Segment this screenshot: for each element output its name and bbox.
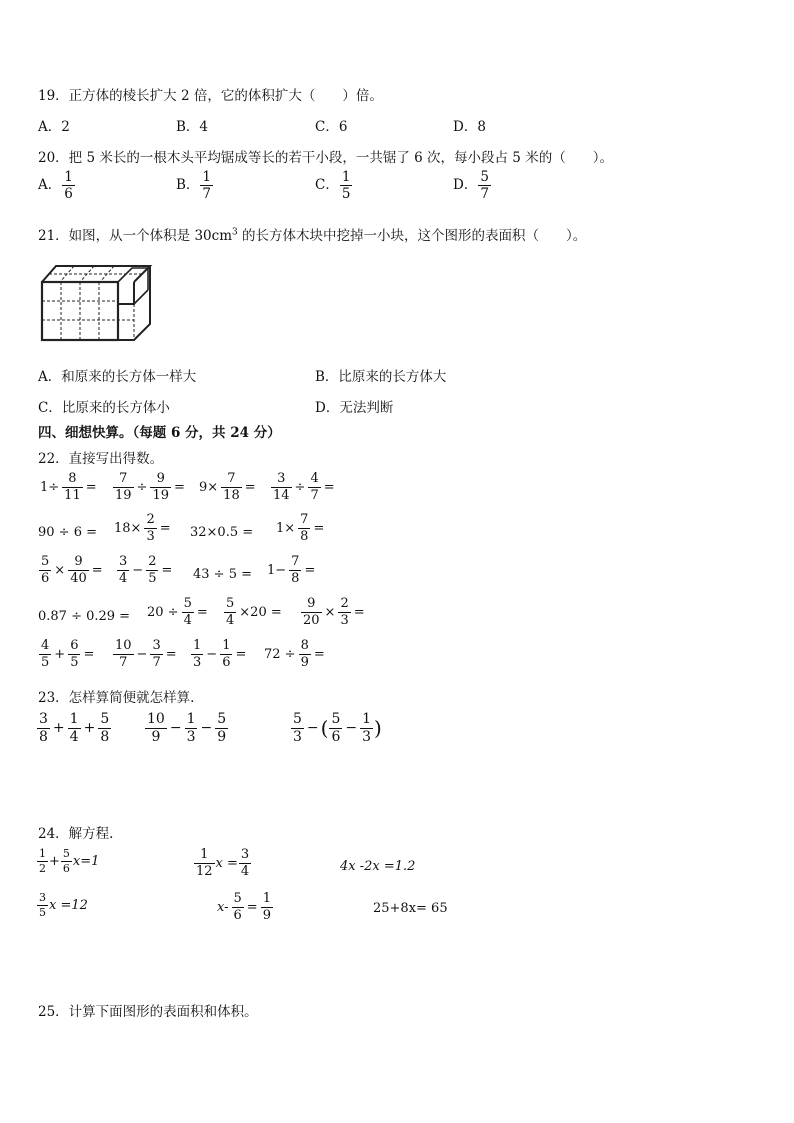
q22-stem: 22．直接写出得数。 — [38, 451, 164, 467]
q22-item: $\frac{7}{19}$ ÷ $\frac{9}{19}$ = — [115, 471, 185, 503]
q25-stem: 25．计算下面图形的表面积和体积。 — [38, 1004, 258, 1020]
q22-item: 1− $\frac{7}{8}$ = — [267, 554, 316, 586]
q20-option-c: C． $\frac{1}{5}$ — [315, 169, 351, 203]
q19-option-d: D．8 — [453, 119, 486, 135]
q19-option-a: A．2 — [38, 119, 70, 135]
q24-equation-3: 4x -2x =1.2 — [340, 859, 416, 874]
q22-item: $\frac{4}{5}$ + $\frac{6}{5}$ = — [41, 638, 95, 670]
q22-item: 90 ÷ 6 = — [38, 525, 97, 540]
fraction: $\frac{1}{7}$ — [202, 169, 212, 203]
q20-option-d: D． $\frac{5}{7}$ — [453, 169, 489, 203]
q22-item: $\frac{1}{3}$ − $\frac{1}{6}$ = — [193, 638, 247, 670]
q21-option-d: D．无法判断 — [315, 400, 394, 416]
fraction: $\frac{5}{7}$ — [480, 169, 489, 203]
q20-option-b: B． $\frac{1}{7}$ — [176, 169, 212, 203]
q22-item: $\frac{3}{14}$ ÷ $\frac{4}{7}$ = — [273, 471, 335, 503]
q20-stem: 20．把 5 米长的一根木头平均锯成等长的若干小段，一共锯了 6 次，每小段占 5 米的（ ）。 — [38, 150, 613, 166]
q22-item: $\frac{10}{7}$ − $\frac{3}{7}$ = — [115, 638, 177, 670]
q24-stem: 24．解方程. — [38, 826, 114, 842]
q22-item: 72 ÷ $\frac{8}{9}$ = — [264, 638, 325, 670]
q23-expression-2: $\frac{10}{9}$ − $\frac{1}{3}$ − $\frac{5}{9}$ — [147, 711, 227, 745]
q22-item: $\frac{9}{20}$ × $\frac{2}{3}$ = — [303, 596, 365, 628]
q22-item: 18× $\frac{2}{3}$ = — [114, 512, 171, 544]
cuboid-with-notch-figure — [38, 258, 154, 344]
q21-option-a: A．和原来的长方体一样大 — [38, 369, 197, 385]
q21-option-c: C．比原来的长方体小 — [38, 400, 170, 416]
section-title: 四、细想快算。（每题 6 分，共 24 分） — [38, 425, 281, 441]
q22-item: $\frac{3}{4}$ − $\frac{2}{5}$ = — [119, 554, 173, 586]
q20-option-a: A． $\frac{1}{6}$ — [38, 169, 73, 203]
q22-item: 1÷ $\frac{8}{11}$ = — [40, 471, 97, 503]
q24-equation-5: x- $\frac{5}{6}$ = $\frac{1}{9}$ — [217, 891, 271, 923]
q22-item: 0.87 ÷ 0.29 = — [38, 609, 131, 624]
q22-item: 32×0.5 = — [190, 525, 254, 540]
q19-stem: 19．正方体的棱长扩大 2 倍，它的体积扩大（ ）倍。 — [38, 88, 383, 104]
q23-stem: 23．怎样算简便就怎样算. — [38, 690, 195, 706]
q22-item: 43 ÷ 5 = — [193, 567, 252, 582]
q22-item: $\frac{5}{6}$ × $\frac{9}{40}$ = — [41, 554, 103, 586]
fraction: $\frac{1}{5}$ — [341, 169, 351, 203]
q21-option-b: B．比原来的长方体大 — [315, 369, 447, 385]
q23-expression-3: $\frac{5}{3}$ − ( $\frac{5}{6}$ − $\frac{1}{3}$ ) — [293, 711, 382, 745]
q24-equation-2: $\frac{1}{12}$ x = $\frac{3}{4}$ — [196, 847, 250, 879]
q22-item: 9× $\frac{7}{18}$ = — [199, 471, 256, 503]
q21-stem: 21．如图，从一个体积是 $30cm^3$ 的长方体木块中挖掉一小块，这个图形的表面积（ ）。 — [38, 227, 587, 244]
q24-equation-1: $\frac{1}{2}$ + $\frac{5}{6}$ x=1 — [39, 847, 100, 875]
q23-expression-1: $\frac{3}{8}$ + $\frac{1}{4}$ + $\frac{5}{8}$ — [39, 711, 110, 745]
q24-equation-6: 25+8x= 65 — [373, 901, 448, 916]
q22-item: 1× $\frac{7}{8}$ = — [276, 512, 325, 544]
q24-equation-4: $\frac{3}{5}$ x =12 — [39, 891, 88, 919]
q19-option-b: B．4 — [176, 119, 209, 135]
q19-option-c: C．6 — [315, 119, 348, 135]
q22-item: $\frac{5}{4}$ ×20 = — [226, 596, 282, 628]
fraction: $\frac{1}{6}$ — [64, 169, 73, 203]
q22-item: 20 ÷ $\frac{5}{4}$ = — [147, 596, 208, 628]
